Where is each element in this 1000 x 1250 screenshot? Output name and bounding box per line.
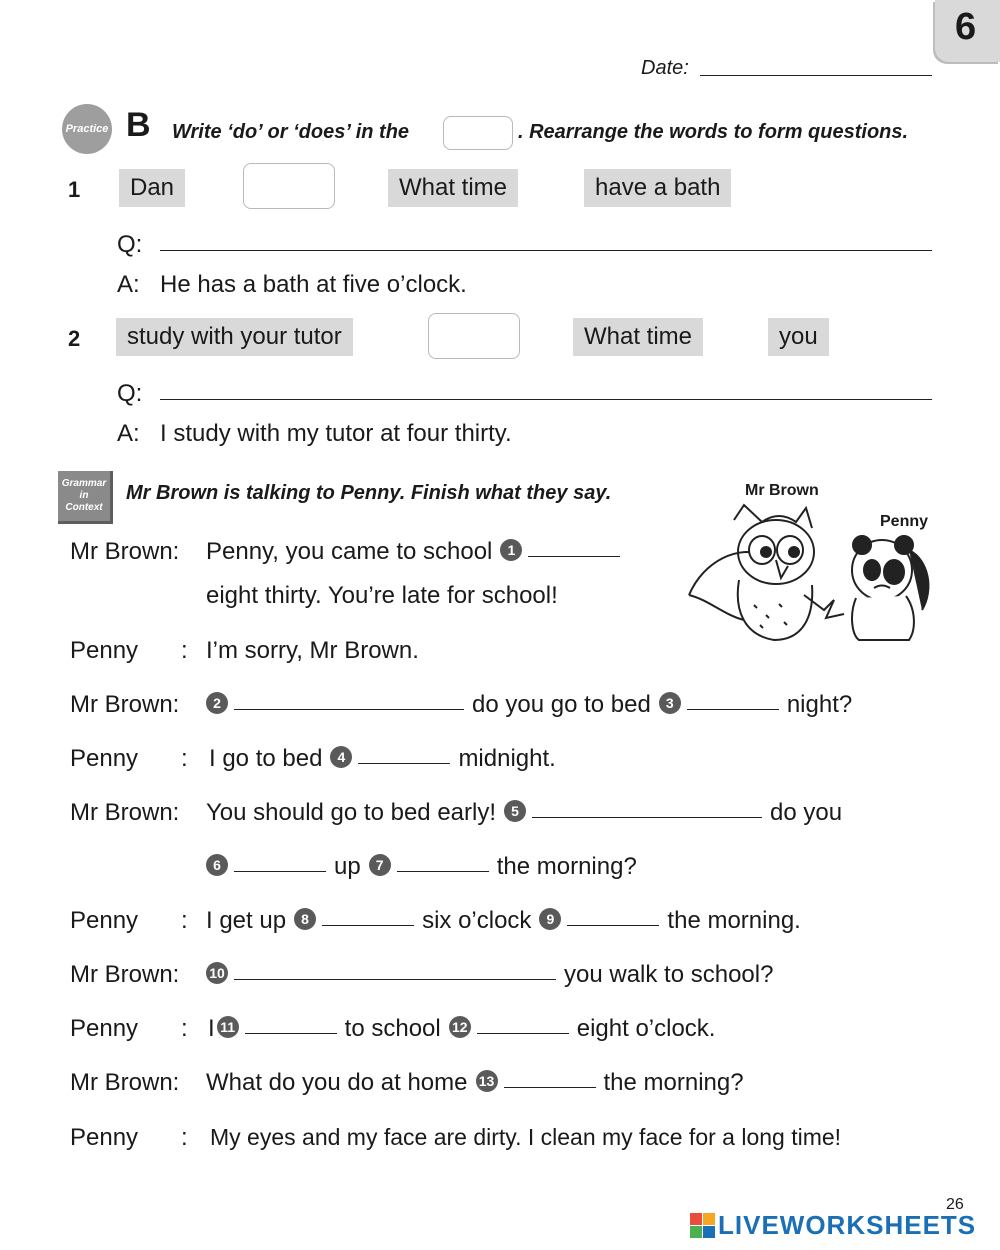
- date-input-line[interactable]: [700, 75, 932, 76]
- speaker-mr-brown: Mr Brown:: [70, 799, 180, 826]
- line-text: I go to bed: [209, 745, 323, 772]
- line-text: the morning?: [496, 853, 637, 880]
- grammar-in-context-badge: [58, 471, 113, 524]
- do-does-input-box[interactable]: [428, 313, 520, 359]
- blank-number: 13: [476, 1070, 498, 1092]
- blank-number: 3: [659, 692, 681, 714]
- question-number: 1: [68, 177, 81, 202]
- speaker-penny: Penny: [70, 637, 139, 664]
- word-chip[interactable]: have a bath: [584, 169, 731, 207]
- dialogue-line: [198, 691, 852, 719]
- owl-and-panda-illustration: [684, 500, 940, 645]
- line-text: six o’clock: [422, 907, 532, 934]
- dialogue-line: [206, 538, 628, 566]
- speaker-mr-brown: Mr Brown:: [70, 1069, 180, 1096]
- word-chip[interactable]: you: [768, 318, 829, 356]
- example-blank-box: [443, 116, 513, 150]
- blank-number: 11: [217, 1016, 239, 1038]
- instruction-text-2: . Rearrange the words to form questions.: [518, 121, 909, 143]
- blank-number: 9: [539, 908, 561, 930]
- dialogue-line: [206, 1069, 744, 1097]
- blank-number: 7: [369, 854, 391, 876]
- line-text: you walk to school?: [564, 961, 774, 988]
- answer-blank[interactable]: [245, 1032, 337, 1034]
- question-answer-line[interactable]: [160, 399, 932, 400]
- section-letter: B: [126, 106, 151, 144]
- q-label: Q:: [117, 380, 143, 407]
- speaker-penny: Penny: [70, 907, 139, 934]
- line-text: the morning.: [667, 907, 801, 934]
- blank-number: 10: [206, 962, 228, 984]
- blank-number: 12: [449, 1016, 471, 1038]
- speaker-colon: :: [181, 1015, 188, 1042]
- blank-number: 8: [294, 908, 316, 930]
- line-text: night?: [786, 691, 853, 718]
- answer-blank[interactable]: [477, 1032, 569, 1034]
- speaker-colon: :: [181, 745, 188, 772]
- badge-line: Grammar: [61, 478, 107, 489]
- dialogue-line: My eyes and my face are dirty. I clean my face for a long time!: [210, 1124, 842, 1150]
- speaker-mr-brown: Mr Brown:: [70, 691, 180, 718]
- answer-blank[interactable]: [322, 924, 414, 926]
- page-number: 26: [946, 1196, 964, 1213]
- answer-text: I study with my tutor at four thirty.: [160, 420, 512, 447]
- blank-number: 4: [330, 746, 352, 768]
- dialogue-line: [198, 961, 773, 989]
- a-label: A:: [117, 271, 140, 298]
- line-text: What do you do at home: [206, 1069, 468, 1096]
- dialogue-line: I’m sorry, Mr Brown.: [206, 637, 419, 664]
- q-label: Q:: [117, 231, 143, 258]
- practice-badge: Practice: [62, 104, 112, 154]
- answer-blank[interactable]: [567, 924, 659, 926]
- answer-blank[interactable]: [532, 816, 762, 818]
- blank-number: 2: [206, 692, 228, 714]
- speaker-penny: Penny: [70, 1015, 139, 1042]
- date-label: Date:: [641, 57, 689, 79]
- dialogue-line: eight thirty. You’re late for school!: [206, 582, 558, 609]
- answer-blank[interactable]: [234, 978, 556, 980]
- speaker-colon: :: [181, 637, 188, 664]
- liveworksheets-logo-text: LIVEWORKSHEETS: [718, 1210, 977, 1240]
- answer-blank[interactable]: [504, 1086, 596, 1088]
- line-text: up: [334, 853, 361, 880]
- line-text: I get up: [206, 907, 287, 934]
- answer-blank[interactable]: [358, 762, 450, 764]
- word-chip[interactable]: Dan: [119, 169, 185, 207]
- answer-text: He has a bath at five o’clock.: [160, 271, 467, 298]
- blank-number: 1: [500, 539, 522, 561]
- word-chip[interactable]: study with your tutor: [116, 318, 353, 356]
- badge-line: Context: [65, 502, 103, 513]
- speaker-mr-brown: Mr Brown:: [70, 961, 180, 988]
- dialogue-line: [209, 745, 556, 773]
- mr-brown-label: Mr Brown: [745, 482, 819, 499]
- line-text: midnight.: [458, 745, 556, 772]
- penny-label: Penny: [880, 513, 929, 530]
- line-text: eight o’clock.: [576, 1015, 716, 1042]
- panda-drawing: [852, 536, 928, 640]
- line-text: the morning?: [603, 1069, 744, 1096]
- word-chip[interactable]: What time: [388, 169, 518, 207]
- speaker-colon: :: [181, 1124, 188, 1151]
- a-label: A:: [117, 420, 140, 447]
- dialogue-line: [206, 799, 842, 827]
- line-text: do you go to bed: [472, 691, 651, 718]
- owl-drawing: [689, 505, 844, 640]
- answer-blank[interactable]: [528, 555, 620, 557]
- line-text: do you: [770, 799, 843, 826]
- badge-line: in: [79, 490, 89, 501]
- line-text: to school: [344, 1015, 441, 1042]
- line-text: Penny, you came to school: [206, 538, 493, 565]
- instruction-text-1: Write ‘do’ or ‘does’ in the: [172, 121, 410, 143]
- blank-number: 5: [504, 800, 526, 822]
- answer-blank[interactable]: [397, 870, 489, 872]
- question-answer-line[interactable]: [160, 250, 932, 251]
- speaker-colon: :: [181, 907, 188, 934]
- unit-number: 6: [955, 6, 977, 48]
- blank-number: 6: [206, 854, 228, 876]
- dialogue-line: [198, 853, 637, 881]
- line-text: You should go to bed early!: [206, 799, 497, 826]
- dialogue-line: [208, 1015, 715, 1043]
- answer-blank[interactable]: [687, 708, 779, 710]
- liveworksheets-logo-icon: [690, 1213, 716, 1239]
- question-number: 2: [68, 326, 81, 351]
- answer-blank[interactable]: [234, 870, 326, 872]
- speaker-penny: Penny: [70, 745, 139, 772]
- word-chip[interactable]: What time: [573, 318, 703, 356]
- grammar-instruction: Mr Brown is talking to Penny. Finish what they say.: [126, 482, 612, 504]
- speaker-penny: Penny: [70, 1124, 139, 1151]
- do-does-input-box[interactable]: [243, 163, 335, 209]
- speaker-mr-brown: Mr Brown:: [70, 538, 180, 565]
- answer-blank[interactable]: [234, 708, 464, 710]
- line-text: I: [208, 1015, 215, 1042]
- dialogue-line: [206, 907, 801, 935]
